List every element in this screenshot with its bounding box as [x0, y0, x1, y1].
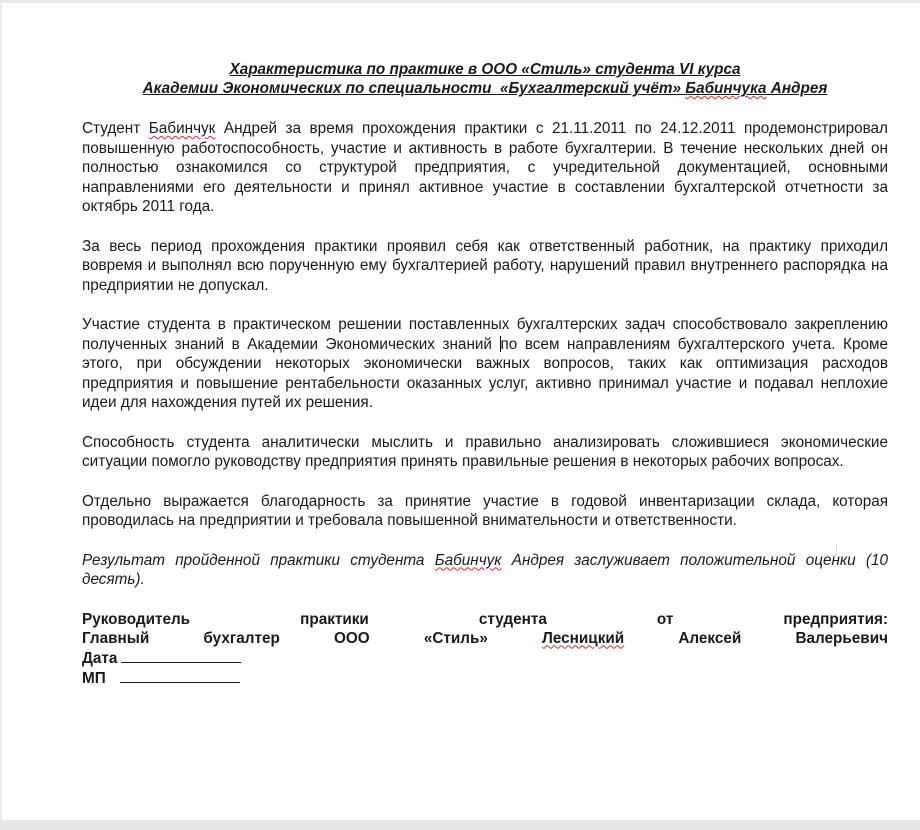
- document-page: [82, 60, 888, 688]
- result-start: Результат пройденной практики студента: [82, 551, 435, 569]
- paragraph-3-start: Участие студента в практическом решении поставленных бухгалтерских задач способствовало закреплению полученных знаний в Академии Экономических знаний: [82, 316, 888, 353]
- document-title: [82, 60, 888, 98]
- page-edge-left: [0, 0, 2, 830]
- signature-word: от: [656, 610, 674, 628]
- signature-word: «Стиль»: [423, 629, 488, 647]
- signature-word: предприятия:: [783, 610, 888, 628]
- paragraph-3-rest: по всем направлениям бухгалтерского учета. Кроме этого, при обсуждении некоторых экономически важных вопросов, таких как оптимизация расходов предприятия и повышение рентабельности оказанных услуг, активно принимал участие и подавал неплохие идеи для нахождения путей их решения.: [82, 335, 888, 411]
- signature-word: Главный: [82, 629, 150, 647]
- paragraph-5: Отдельно выражается благодарность за принятие участие в годовой инвентаризации склада, которая проводилась на предприятии и требовала повышенной внимательности и ответственности.: [82, 492, 888, 529]
- signature-block: [82, 610, 888, 688]
- paragraph-3: [82, 315, 888, 413]
- paragraph-1-rest: Андрей за время прохождения практики с 21.11.2011 по 24.12.2011 продемонстрировал повышенную работоспособность, участие и активность в работе бухгалтерии. В течение нескольких дней он полностью ознакомился со структурой предприятия, с учредительной документацией, основными направлениями его деятельности и принял активное участие в составлении бухгалтерской отчетности за октябрь 2011 года.: [82, 120, 888, 215]
- stamp-blank: [120, 668, 240, 683]
- misspelled-word: Бабинчук: [434, 551, 502, 569]
- misspelled-word: Бабинчук: [148, 120, 216, 137]
- signature-row-1: [82, 610, 888, 629]
- signature-word: Алексей: [678, 629, 742, 647]
- signature-word: практики: [300, 610, 369, 628]
- signature-word: студента: [478, 610, 547, 628]
- paragraph-1: [82, 119, 888, 217]
- paragraph-4: Способность студента аналитически мыслить и правильно анализировать сложившиеся экономические ситуации помогло руководству предприятия принять правильные решения в некоторых рабочих вопросах.: [82, 433, 888, 470]
- misspelled-word: Бабинчука: [685, 80, 767, 97]
- date-label: Дата: [82, 649, 118, 667]
- paragraph-1-start: Студент: [82, 120, 149, 137]
- result-rest: Андрея заслуживает положительной оценки (10 десять).: [82, 551, 888, 588]
- page-edge-bottom: [0, 820, 920, 830]
- signature-word: ООО: [333, 629, 370, 647]
- date-blank: [121, 648, 241, 663]
- signature-word: Валерьевич: [795, 629, 888, 647]
- date-line: [82, 648, 888, 668]
- signature-word: бухгалтер: [203, 629, 280, 647]
- misspelled-word: Лесницкий: [542, 629, 625, 647]
- stamp-label: МП: [82, 669, 106, 687]
- title-line-2: Академии Экономических по специальности «Бухгалтерский учёт» Бабинчука Андрея: [142, 80, 828, 97]
- stamp-line: [82, 668, 888, 688]
- page-edge-top: [0, 0, 920, 3]
- title-line-1: Характеристика по практике в ООО «Стиль» студента VI курса: [229, 61, 741, 78]
- paragraph-2: За весь период прохождения практики проявил себя как ответственный работник, на практику приходил вовремя и выполнял всю порученную ему бухгалтерией работу, нарушений правил внутреннего распорядка на предприятии не допускал.: [82, 237, 888, 294]
- signature-word: Руководитель: [82, 610, 191, 628]
- signature-row-2: [82, 629, 888, 648]
- paragraph-mark-icon: [826, 545, 837, 556]
- result-paragraph: [82, 551, 888, 590]
